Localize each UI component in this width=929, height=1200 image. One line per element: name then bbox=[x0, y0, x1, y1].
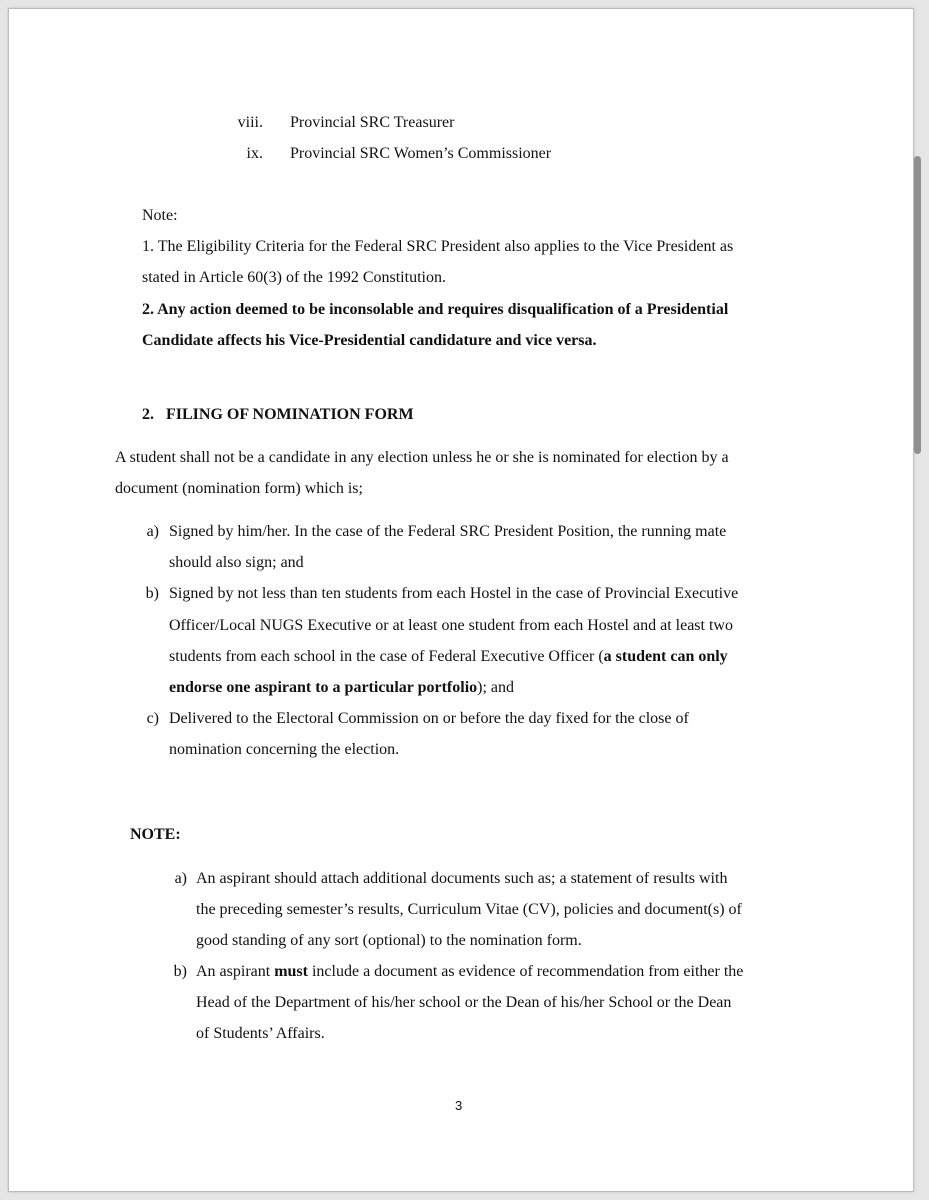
item-a-marker: a) bbox=[146, 523, 159, 540]
note2-item-b-marker: b) bbox=[173, 963, 187, 980]
item-a-line1: Signed by him/her. In the case of the Federal SRC President Position, the running mate bbox=[169, 523, 727, 540]
item-b-line1: Signed by not less than ten students from each Hostel in the case of Provincial Executive bbox=[169, 585, 739, 602]
item-b-line3 bbox=[169, 647, 728, 667]
item-b-line3-text: students from each school in the case of Federal Executive Officer ( bbox=[169, 648, 604, 665]
note-item2-line1: 2. Any action deemed to be inconsolable and requires disqualification of a Presidential bbox=[142, 301, 729, 318]
note-item1-line2: stated in Article 60(3) of the 1992 Constitution. bbox=[142, 269, 446, 286]
note-item1-line1: 1. The Eligibility Criteria for the Federal SRC President also applies to the Vice President as bbox=[142, 238, 734, 255]
list-item-treasurer: Provincial SRC Treasurer bbox=[290, 114, 455, 131]
list-item-womens-commissioner: Provincial SRC Women’s Commissioner bbox=[290, 145, 552, 162]
item-c-line1: Delivered to the Electoral Commission on or before the day fixed for the close of bbox=[169, 710, 689, 727]
item-b-line4 bbox=[169, 678, 514, 698]
page-number: 3 bbox=[455, 1098, 463, 1113]
item-b-line2: Officer/Local NUGS Executive or at least one student from each Hostel and at least two bbox=[169, 617, 733, 634]
note2-item-b-line1-bold: must bbox=[274, 963, 308, 980]
note2-item-b-line1 bbox=[196, 962, 743, 982]
note2-item-b-line1-post: include a document as evidence of recommendation from either the bbox=[307, 963, 744, 980]
note-item2-line2: Candidate affects his Vice-Presidential candidature and vice versa. bbox=[142, 332, 597, 349]
item-b-line4-bold: endorse one aspirant to a particular portfolio bbox=[169, 679, 478, 696]
section-intro-line2: document (nomination form) which is; bbox=[115, 480, 363, 497]
note2-item-b-line2: Head of the Department of his/her school or the Dean of his/her School or the Dean bbox=[196, 994, 732, 1011]
item-b-line3-bold: a student can only bbox=[603, 648, 728, 665]
note2-item-a-line1: An aspirant should attach additional documents such as; a statement of results with bbox=[196, 870, 728, 887]
section-heading-filing: 2. FILING OF NOMINATION FORM bbox=[142, 406, 414, 423]
item-c-line2: nomination concerning the election. bbox=[169, 741, 400, 758]
note2-item-a-marker: a) bbox=[174, 870, 187, 887]
note2-item-a-line3: good standing of any sort (optional) to the nomination form. bbox=[196, 932, 582, 949]
vertical-scrollbar[interactable] bbox=[914, 156, 921, 454]
item-c-marker: c) bbox=[146, 710, 159, 727]
section-intro-line1: A student shall not be a candidate in any election unless he or she is nominated for election by a bbox=[115, 449, 729, 466]
note2-item-a-line2: the preceding semester’s results, Curriculum Vitae (CV), policies and document(s) of bbox=[196, 901, 742, 918]
item-b-line4-text: ); and bbox=[477, 679, 515, 696]
note2-heading: NOTE: bbox=[130, 826, 181, 843]
item-b-marker: b) bbox=[145, 585, 159, 602]
note2-item-b-line3: of Students’ Affairs. bbox=[196, 1025, 325, 1042]
list-marker-ix: ix. bbox=[246, 145, 263, 162]
note-heading: Note: bbox=[142, 207, 178, 224]
list-marker-viii: viii. bbox=[237, 114, 263, 131]
item-a-line2: should also sign; and bbox=[169, 554, 304, 571]
document-page bbox=[8, 8, 914, 1192]
note2-item-b-line1-pre: An aspirant bbox=[196, 963, 275, 980]
